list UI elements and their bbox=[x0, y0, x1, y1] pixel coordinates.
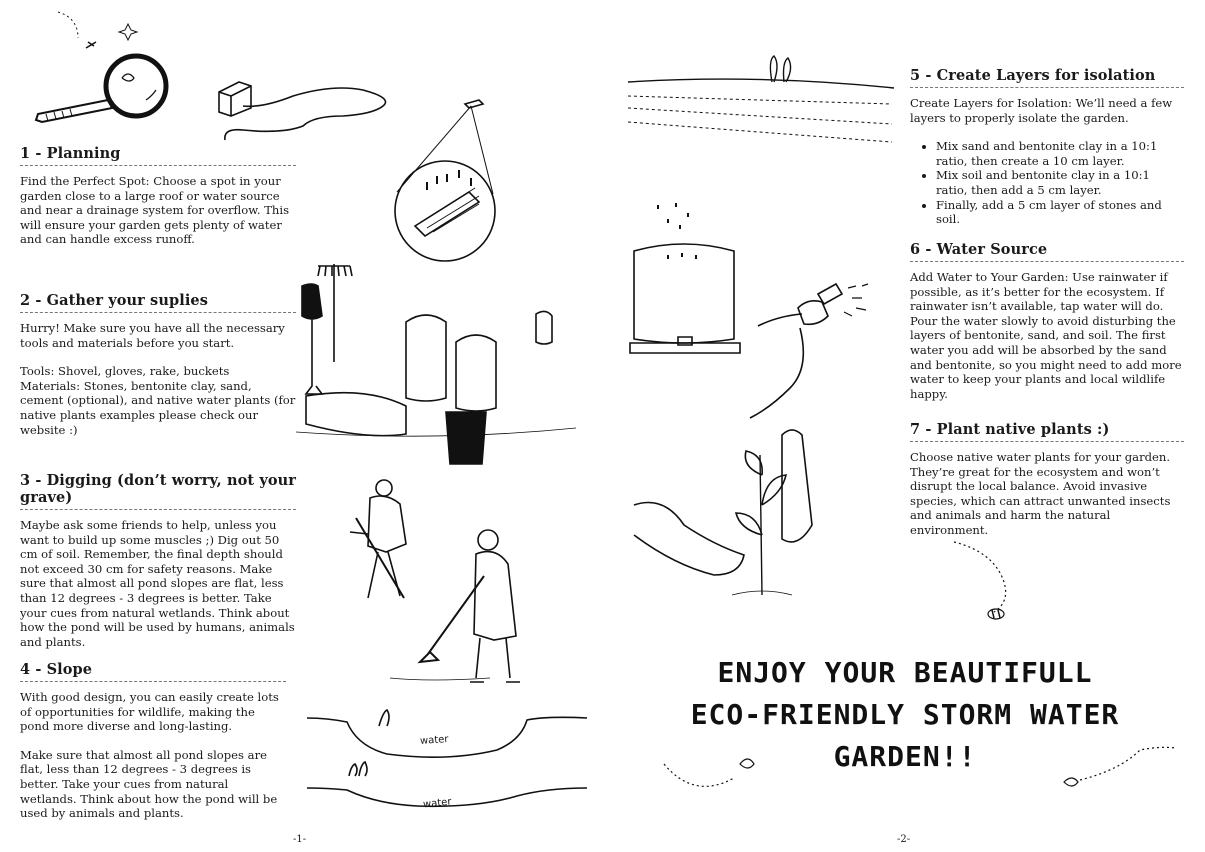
roof-drain-illustration bbox=[215, 76, 515, 281]
section-title: 5 - Create Layers for isolation bbox=[910, 67, 1184, 88]
water-label: water bbox=[419, 734, 449, 747]
bee-illustration bbox=[950, 540, 1020, 630]
section-title: 3 - Digging (don’t worry, not your grave) bbox=[20, 472, 296, 510]
section-water-source bbox=[910, 241, 1184, 401]
section-body: Maybe ask some friends to help, unless you want to build up some muscles ;) Dig out 50 cm of soil. Remember, the final depth should not exceed 30 cm for safety reasons. Make sure that almost all pond slopes are flat, less than 12 degrees - 3 degrees is better. Take your cues from natural wetlands. Think about how the pond will be used by humans, animals and plants. bbox=[20, 518, 295, 649]
slope-illustration bbox=[305, 706, 590, 814]
closing-line: ECO-FRIENDLY STORM WATER bbox=[690, 698, 1120, 731]
section-body: With good design, you can easily create lots of opportunities for wildlife, making the pond more diverse and long-lasting. bbox=[20, 690, 279, 734]
section-body: Choose native water plants for your garden. They’re great for the ecosystem and won’t disrupt the local balance. Avoid invasive species, which can attract unwanted insects and animals and harm the natural environment. bbox=[910, 450, 1171, 537]
section-gather-supplies bbox=[20, 292, 296, 437]
page-number: -1- bbox=[293, 834, 307, 845]
section-body: Find the Perfect Spot: Choose a spot in your garden close to a large roof or water source and near a drainage system for overflow. This will ensure your garden gets plenty of water and can handle excess runoff. bbox=[20, 174, 290, 247]
section-layers bbox=[910, 67, 1184, 227]
section-intro: Create Layers for Isolation: We’ll need a few layers to properly isolate the garden. bbox=[910, 96, 1173, 125]
water-label: water bbox=[422, 796, 452, 811]
page-number: -2- bbox=[897, 834, 911, 845]
section-title: 7 - Plant native plants :) bbox=[910, 421, 1184, 442]
section-body: Add Water to Your Garden: Use rainwater if possible, as it’s better for the ecosystem. If rainwater isn’t available, tap water will do. Pour the water slowly to avoid disturbing the layers of bentonite, sand, and soil. The first water you add will be absorbed by the sand and bentonite, so you might need to add more water to keep your plants and local wildlife happy. bbox=[910, 270, 1182, 401]
closing-line: GARDEN!! bbox=[833, 740, 977, 773]
section-native-plants bbox=[910, 421, 1184, 538]
section-body: Make sure that almost all pond slopes are flat, less than 12 degrees - 3 degrees is better. Take your cues from natural wetlands. Think about how the pond will be used by animals and plants. bbox=[20, 747, 278, 821]
section-title: 2 - Gather your suplies bbox=[20, 292, 296, 313]
tools-list: Tools: Shovel, gloves, rake, buckets bbox=[20, 364, 230, 379]
rain-tank-illustration bbox=[628, 195, 743, 365]
section-title: 1 - Planning bbox=[20, 145, 296, 166]
section-intro: Hurry! Make sure you have all the necessary tools and materials before you start. bbox=[20, 321, 285, 350]
section-digging bbox=[20, 472, 296, 649]
list-item: • Mix sand and bentonite clay in a 10:1 ratio, then create a 10 cm layer. bbox=[936, 139, 1184, 168]
planting-illustration bbox=[632, 415, 832, 615]
list-item: • Mix soil and bentonite clay in a 10:1 ratio, then add a 5 cm layer. bbox=[936, 168, 1184, 197]
section-title: 6 - Water Source bbox=[910, 241, 1184, 262]
layers-illustration bbox=[626, 48, 896, 148]
section-title: 4 - Slope bbox=[20, 661, 286, 682]
materials-list: Materials: Stones, bentonite clay, sand, cement (optional), and native water plants (for native plants examples please check our website :) bbox=[20, 378, 296, 437]
bees-bottom-illustration bbox=[660, 744, 1180, 804]
digging-illustration bbox=[330, 478, 550, 693]
layer-steps-list bbox=[910, 139, 1184, 227]
magnifier-illustration bbox=[28, 8, 188, 128]
hose-illustration bbox=[748, 272, 898, 422]
closing-line: ENJOY YOUR BEAUTIFULL bbox=[717, 656, 1093, 689]
supplies-illustration bbox=[296, 262, 576, 472]
list-item: • Finally, add a 5 cm layer of stones and soil. bbox=[936, 198, 1184, 227]
section-slope bbox=[20, 661, 286, 821]
